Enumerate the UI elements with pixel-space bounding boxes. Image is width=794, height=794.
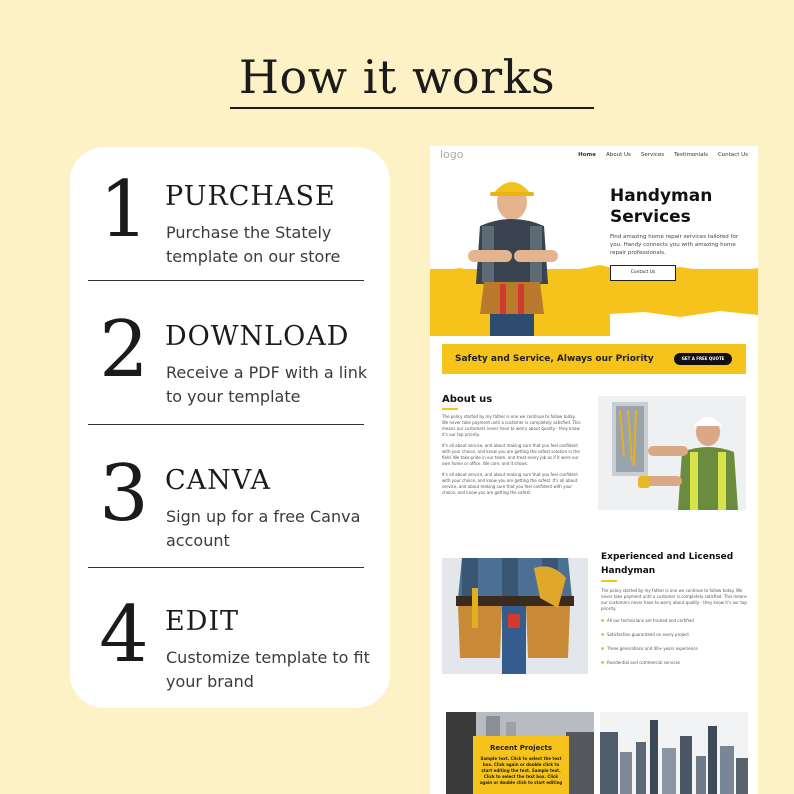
step-title: PURCHASE: [165, 181, 336, 212]
contact-us-button[interactable]: Contact Us: [610, 265, 676, 281]
list-item: All our technicians are trained and certified: [601, 618, 751, 632]
step-description: Purchase the Stately template on our store: [166, 223, 341, 266]
experience-body: The policy started by my father is one we continue to follow today. We never take payment until a customer is completely satisfied. This means our customers never have to worry about quality - they know it's our top priority.: [601, 588, 747, 611]
nav-link-contact[interactable]: Contact Us: [717, 152, 748, 158]
banner-text: Safety and Service, Always our Priority: [455, 354, 654, 364]
step-title: DOWNLOAD: [165, 321, 350, 352]
step-description: Sign up for a free Canva account: [166, 507, 361, 550]
nav-link-about[interactable]: About Us: [605, 152, 631, 158]
step-title: EDIT: [165, 606, 240, 637]
website-template-preview: [430, 146, 758, 794]
projects-text: Sample text. Click to select the text box. Click again or double click to start editing the text. Sample text. Click to select the text box. Click again or double click to start editing: [479, 756, 563, 785]
nav-link-services[interactable]: Services: [640, 152, 665, 158]
electrician-photo: [598, 396, 746, 510]
about-body: The policy started by my father is one we continue to follow today. We never take payment until a customer is completely satisfied. This means our customers never have to worry about quality - they know it's our top priority. It's all about service, and about making sure that you feel confident with your choice, and know you are getting the safest solution in the field. We take pride in our team, and treat every job as if it were our own home or office. We care, and it shows. It's all about service, and about making sure that you feel confident with your choice, and know you are getting the safest. It's all about service, and about making sure that you feel confident with your choice, and know you are getting the safest.: [442, 414, 581, 495]
mockup-nav-links: [578, 152, 748, 158]
mockup-nav: [430, 146, 758, 164]
priority-banner: [442, 344, 746, 374]
step-description: Receive a PDF with a link to your template: [166, 363, 368, 406]
step-number: 4: [99, 590, 149, 680]
step-divider: [88, 567, 364, 568]
hero-text: Find amazing home repair services tailored for you. Handy connects you with amazing home repair professionals.: [610, 234, 739, 256]
step-description: Customize template to fit your brand: [166, 648, 370, 691]
page-title: How it works: [238, 50, 556, 104]
nav-link-home[interactable]: Home: [578, 152, 596, 158]
list-item: Residential and commercial services: [601, 660, 751, 674]
list-item: Three generations and 40+ years experience: [601, 646, 751, 660]
projects-card: [473, 736, 569, 794]
recent-projects-section: [446, 712, 594, 794]
steps-card: [70, 147, 390, 708]
step-edit: [90, 590, 370, 730]
nav-link-testimonials[interactable]: Testimonials: [674, 152, 708, 158]
step-purchase: [90, 165, 370, 305]
step-number: 1: [99, 165, 149, 255]
about-underline: [442, 408, 458, 410]
step-canva: [90, 449, 370, 589]
title-underline: [230, 107, 594, 109]
experience-list: [601, 618, 751, 674]
step-title: CANVA: [165, 465, 271, 496]
about-title: About us: [442, 394, 493, 405]
projects-title: Recent Projects: [489, 744, 552, 752]
step-divider: [88, 280, 364, 281]
tool-belt-photo: [442, 558, 588, 674]
city-skyline-photo: [600, 712, 748, 794]
step-number: 2: [99, 305, 149, 395]
mockup-logo: logo: [440, 148, 464, 161]
hero-title: Handyman Services: [610, 186, 713, 227]
step-divider: [88, 424, 364, 425]
free-quote-button[interactable]: GET A FREE QUOTE: [674, 353, 732, 365]
step-number: 3: [99, 449, 149, 539]
list-item: Satisfaction guaranteed on every project: [601, 632, 751, 646]
experience-title: Experienced and Licensed Handyman: [601, 552, 734, 576]
experience-underline: [601, 580, 617, 582]
